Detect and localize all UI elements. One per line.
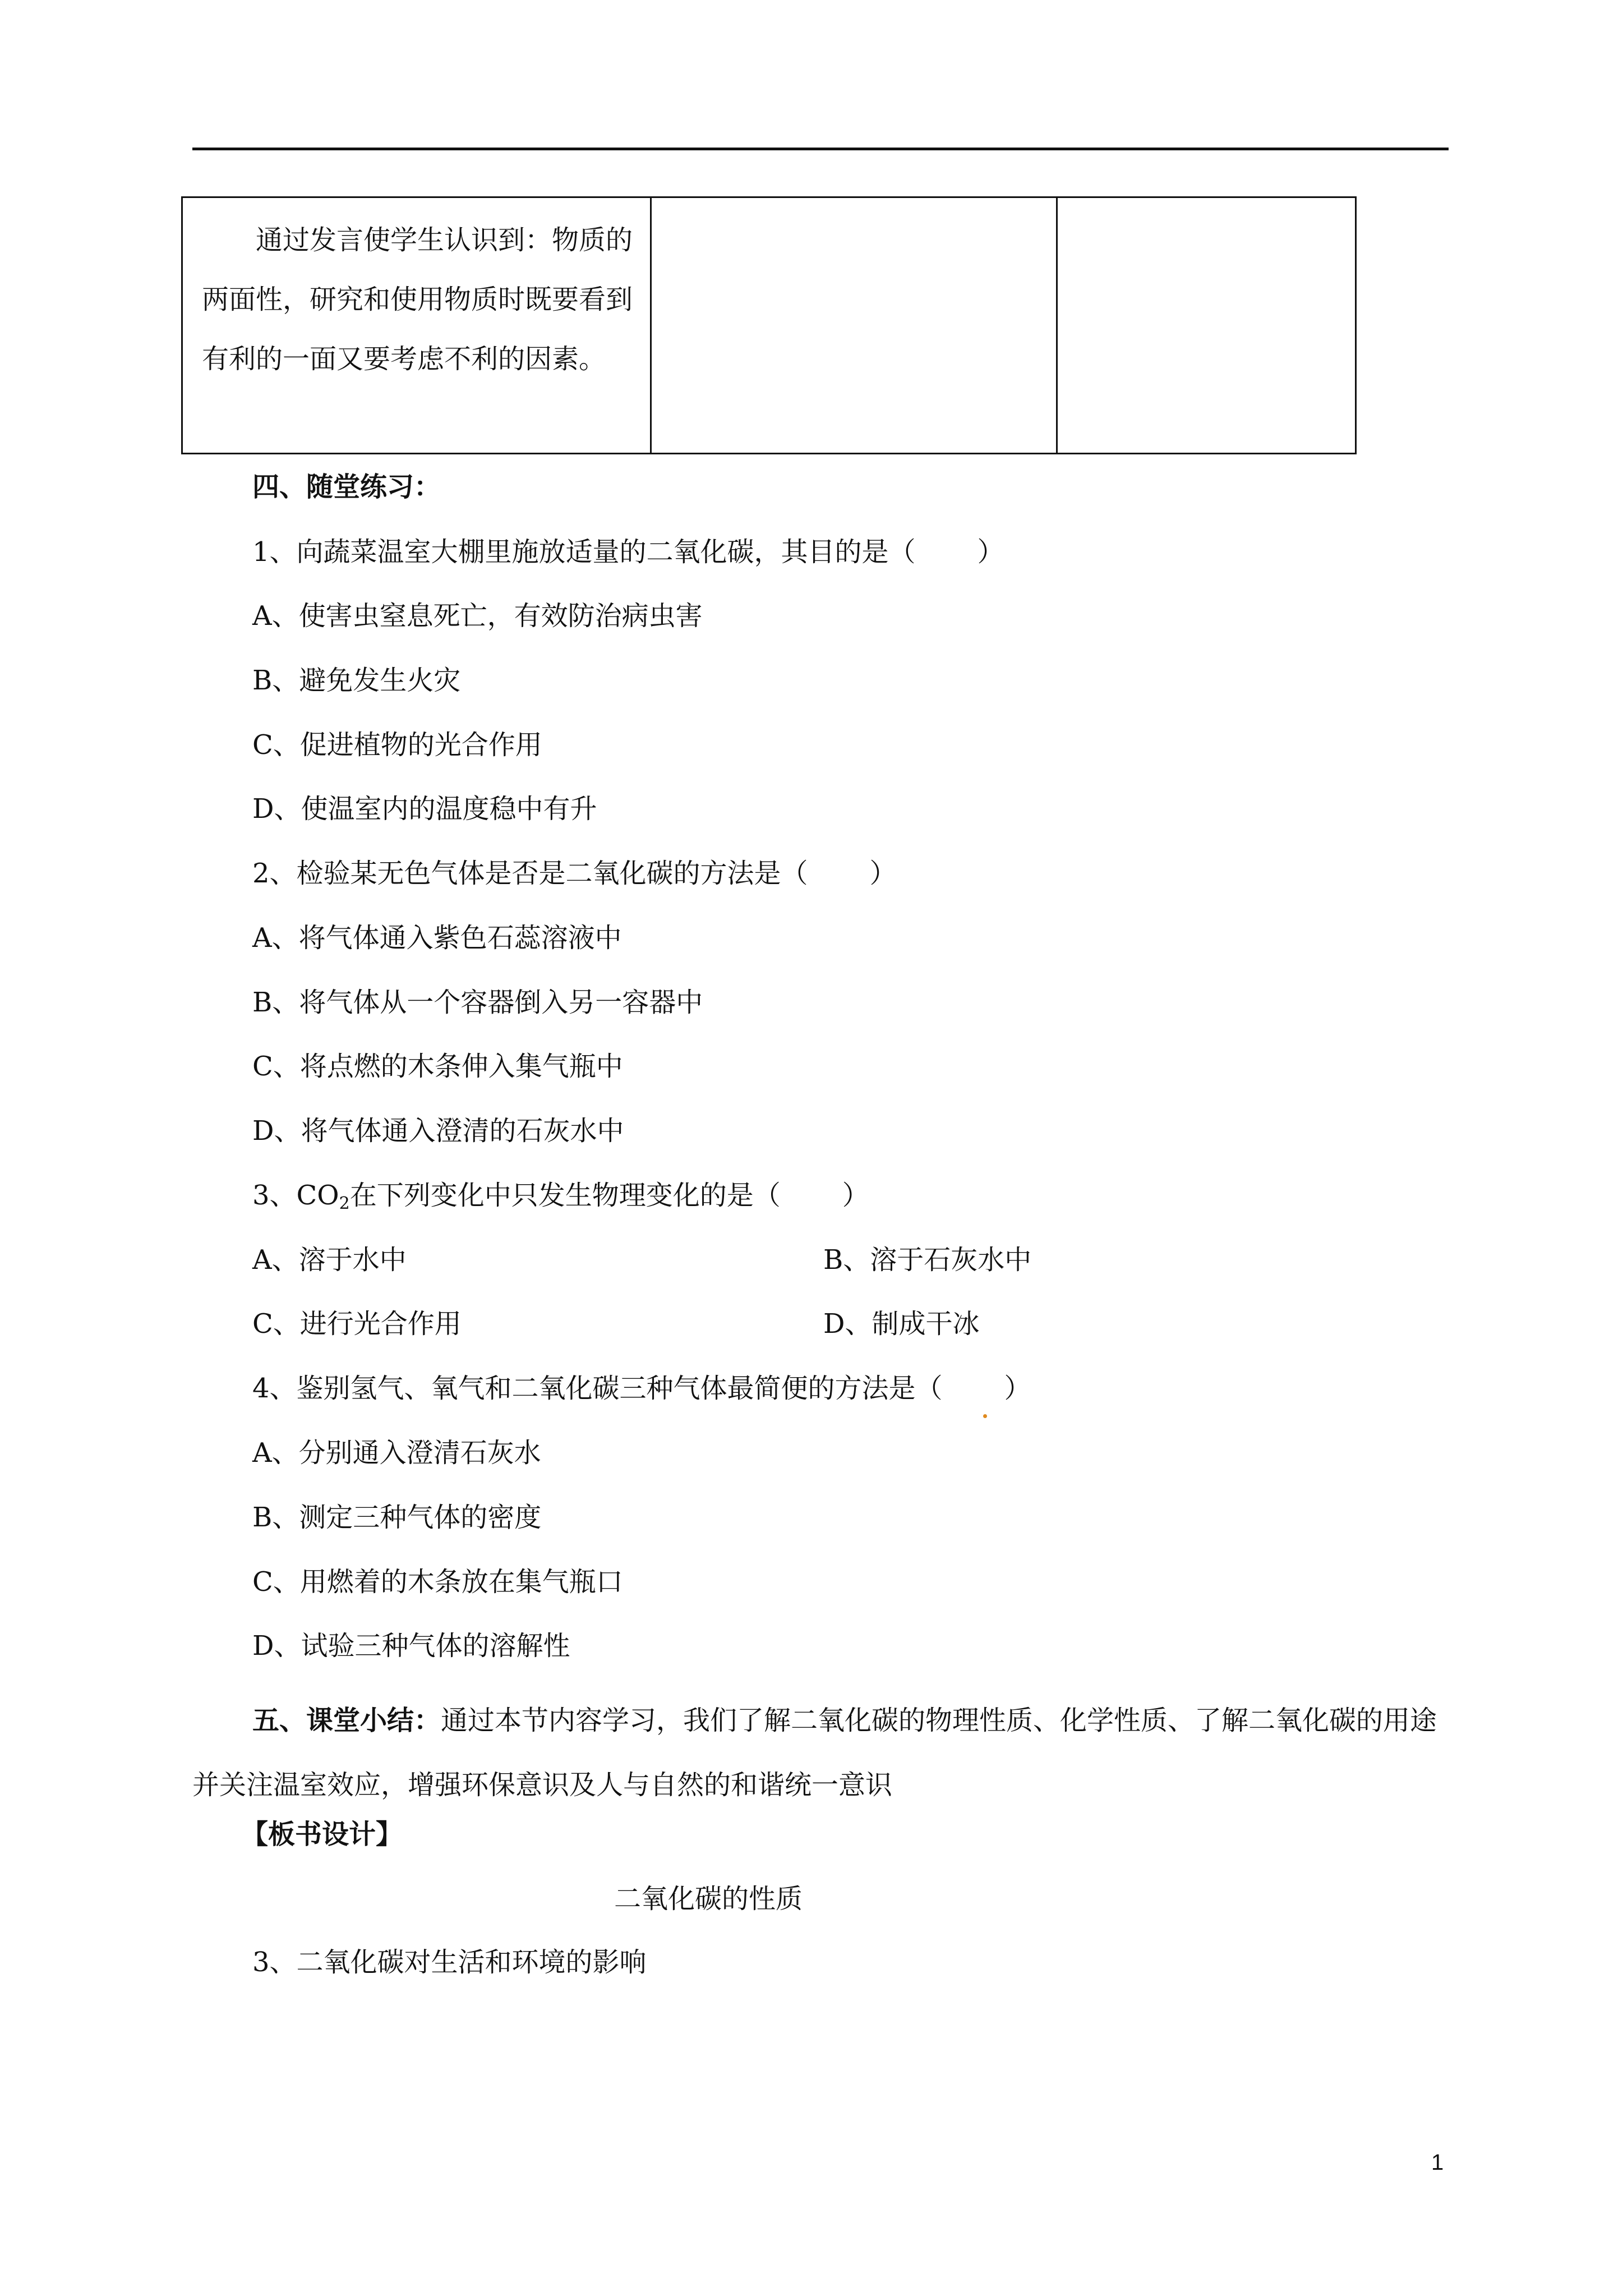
board-design-heading: 【板书设计】: [241, 1819, 403, 1850]
practice-heading: 四、随堂练习：: [252, 471, 441, 503]
summary-text: 通过本节内容学习，我们了解二氧化碳的物理性质、化学性质、了解二氧化碳的用途并关注温室效应，增强环保意识及人与自然的和谐统一意识: [192, 1705, 1437, 1801]
question-1-option-b: B、避免发生火灾: [252, 665, 461, 696]
question-4: [252, 1372, 1031, 1405]
header-rule: [192, 148, 1449, 150]
question-1-option-c: C、促进植物的光合作用: [252, 729, 542, 761]
question-3-option-c: C、进行光合作用: [252, 1308, 462, 1340]
question-3: [252, 1179, 869, 1221]
question-2-option-a: A、将气体通入紫色石蕊溶液中: [252, 922, 622, 954]
question-3-close: ）: [842, 1180, 869, 1211]
question-1-option-d: D、使温室内的温度稳中有升: [252, 793, 597, 825]
question-2-stem: 2、检验某无色气体是否是二氧化碳的方法是（: [252, 858, 808, 889]
page-number: 1: [1431, 2150, 1444, 2175]
question-3-option-a: A、溶于水中: [252, 1244, 407, 1276]
table-cell-objective: 通过发言使学生认识到：物质的两面性，研究和使用物质时既要看到有利的一面又要考虑不利的因素。: [183, 198, 652, 453]
question-3-options-row-1: [252, 1243, 1032, 1277]
question-4-option-a: A、分别通入澄清石灰水: [252, 1437, 541, 1469]
class-summary: [192, 1688, 1449, 1818]
board-design-title: 二氧化碳的性质: [614, 1883, 803, 1915]
summary-label: 五、课堂小结：: [252, 1705, 441, 1736]
question-2-option-d: D、将气体通入澄清的石灰水中: [252, 1115, 624, 1147]
question-1-stem: 1、向蔬菜温室大棚里施放适量的二氧化碳，其目的是（: [252, 536, 916, 568]
question-3-stem-post: 在下列变化中只发生物理变化的是（: [349, 1180, 781, 1211]
table-cell-2: [652, 198, 1058, 453]
question-4-option-c: C、用燃着的木条放在集气瓶口: [252, 1566, 623, 1598]
question-3-options-row-2: [252, 1307, 980, 1341]
question-3-stem-pre: 3、CO: [252, 1180, 339, 1211]
question-2-close: ）: [869, 858, 897, 889]
question-4-close: ）: [1004, 1373, 1031, 1404]
question-3-option-b: B、溶于石灰水中: [823, 1244, 1032, 1276]
board-design-item: 3、二氧化碳对生活和环境的影响: [252, 1947, 647, 1978]
question-2-option-c: C、将点燃的木条伸入集气瓶中: [252, 1051, 623, 1082]
question-4-option-d: D、试验三种气体的溶解性: [252, 1630, 570, 1662]
table-cell-3: [1058, 198, 1355, 453]
question-2-option-b: B、将气体从一个容器倒入另一容器中: [252, 987, 703, 1018]
objectives-table: [181, 196, 1357, 454]
question-1: [252, 535, 1004, 569]
question-4-option-b: B、测定三种气体的密度: [252, 1502, 542, 1533]
question-1-close: ）: [977, 536, 1004, 568]
answer-mark-dot: [983, 1414, 987, 1418]
question-3-subscript: 2: [339, 1194, 350, 1213]
question-4-stem: 4、鉴别氢气、氧气和二氧化碳三种气体最简便的方法是（: [252, 1373, 943, 1404]
question-3-option-d: D、制成干冰: [823, 1308, 980, 1340]
question-2: [252, 857, 897, 890]
question-1-option-a: A、使害虫窒息死亡，有效防治病虫害: [252, 600, 703, 632]
